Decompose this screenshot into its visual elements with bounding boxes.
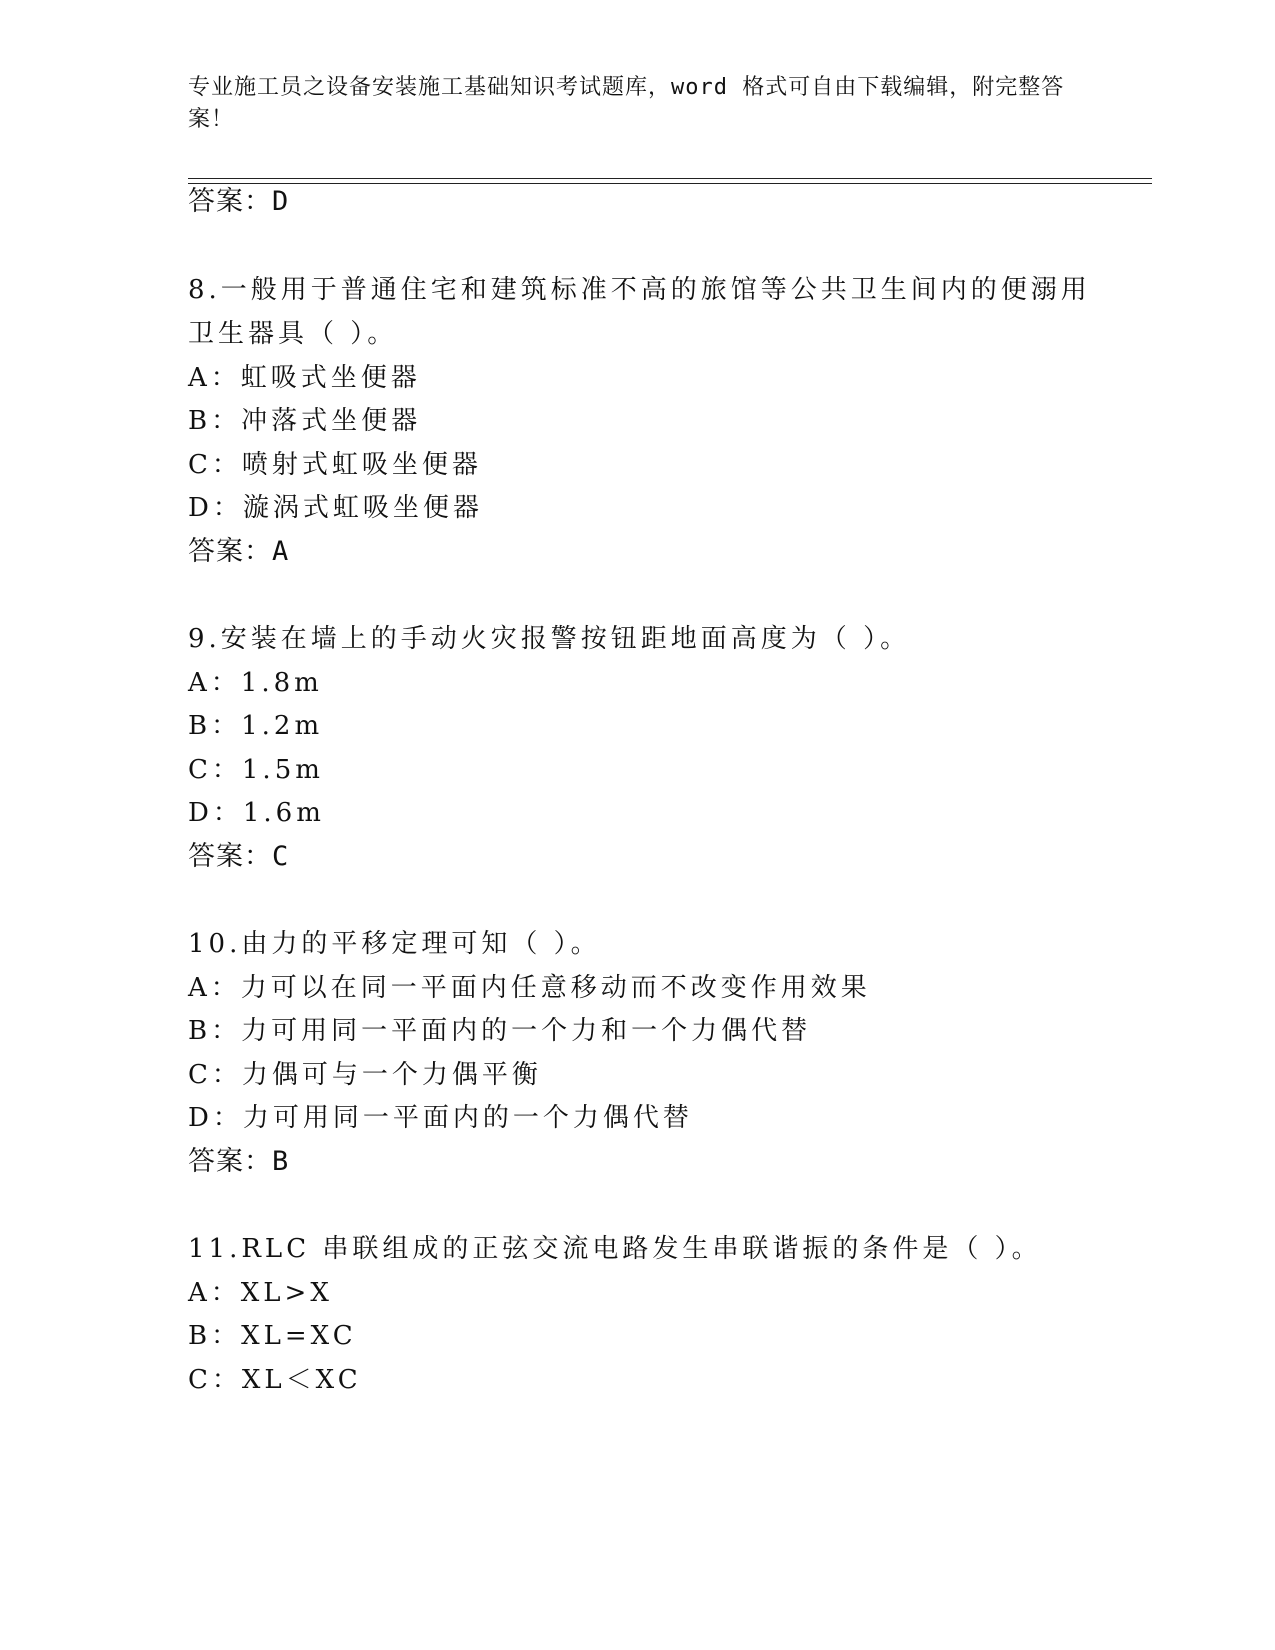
- option-c: C：力偶可与一个力偶平衡: [188, 1060, 542, 1090]
- option-d: D：漩涡式虹吸坐便器: [188, 493, 483, 523]
- option-c: C：XL＜XC: [188, 1365, 362, 1395]
- question-stem: 10.由力的平移定理可知（ ）。: [188, 929, 601, 959]
- option-b: B：XL=XC: [188, 1321, 357, 1351]
- option-d: D：1.6m: [188, 798, 325, 828]
- header-divider-bottom: [188, 183, 1152, 184]
- option-c: C：喷射式虹吸坐便器: [188, 450, 482, 480]
- option-a: A：1.8m: [188, 668, 323, 698]
- option-a: A：力可以在同一平面内任意移动而不改变作用效果: [188, 973, 871, 1003]
- option-b: B：冲落式坐便器: [188, 406, 422, 436]
- option-a: A：虹吸式坐便器: [188, 363, 421, 393]
- option-b: B：1.2m: [188, 711, 324, 741]
- question-stem: 8.一般用于普通住宅和建筑标准不高的旅馆等公共卫生间内的便溺用: [188, 275, 1091, 305]
- document-header: 专业施工员之设备安装施工基础知识考试题库，word 格式可自由下载编辑，附完整答案！: [188, 75, 1065, 132]
- option-a: A：XL>X: [188, 1278, 333, 1308]
- answer-line: 答案：B: [188, 1146, 290, 1177]
- answer-line: 答案：C: [188, 841, 290, 872]
- header-divider-top: [188, 178, 1152, 179]
- option-d: D：力可用同一平面内的一个力偶代替: [188, 1103, 693, 1133]
- answer-line: 答案：A: [188, 536, 290, 567]
- question-stem: 11.RLC 串联组成的正弦交流电路发生串联谐振的条件是（ ）。: [188, 1234, 1042, 1264]
- option-b: B：力可用同一平面内的一个力和一个力偶代替: [188, 1016, 812, 1046]
- answer-line: 答案：D: [188, 186, 290, 217]
- option-c: C：1.5m: [188, 755, 324, 785]
- question-stem-continued: 卫生器具（ ）。: [188, 319, 398, 349]
- question-stem: 9.安装在墙上的手动火灾报警按钮距地面高度为（ ）。: [188, 624, 911, 654]
